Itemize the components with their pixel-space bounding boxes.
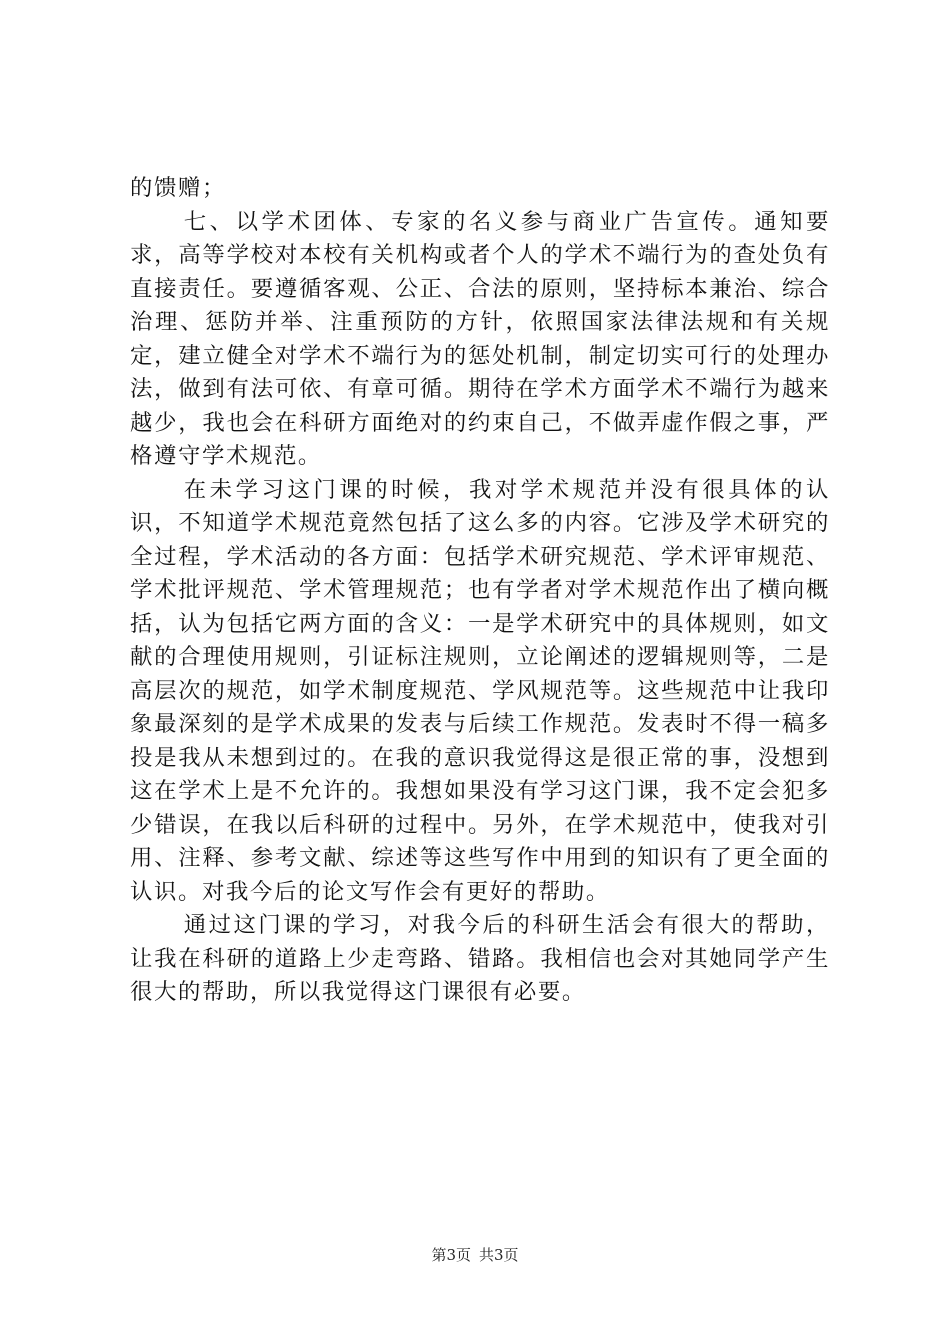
- paragraph-conclusion: 通过这门课的学习，对我今后的科研生活会有很大的帮助，让我在科研的道路上少走弯路、错路。我相信也会对其她同学产生很大的帮助，所以我觉得这门课很有必要。: [130, 912, 830, 1005]
- paragraph-continuation: 的馈赠；: [130, 175, 226, 201]
- page-number: 第3页: [431, 1246, 471, 1264]
- page-footer: [0, 1244, 950, 1265]
- paragraph-item-seven: 七、以学术团体、专家的名义参与商业广告宣传。通知要求，高等学校对本校有关机构或者个人的学术不端行为的查处负有直接责任。要遵循客观、公正、合法的原则，坚持标本兼治、综合治理、惩防并举、注重预防的方针，依照国家法律法规和有关规定，建立健全对学术不端行为的惩处机制，制定切实可行的处理办法，做到有法可依、有章可循。期待在学术方面学术不端行为越来越少，我也会在科研方面绝对的约束自己，不做弄虚作假之事，严格遵守学术规范。: [130, 208, 830, 469]
- paragraph-course-reflection: 在未学习这门课的时候，我对学术规范并没有很具体的认识，不知道学术规范竟然包括了这么多的内容。它涉及学术研究的全过程，学术活动的各方面：包括学术研究规范、学术评审规范、学术批评规范、学术管理规范；也有学者对学术规范作出了横向概括，认为包括它两方面的含义：一是学术研究中的具体规则，如文献的合理使用规则，引证标注规则，立论阐述的逻辑规则等，二是高层次的规范，如学术制度规范、学风规范等。这些规范中让我印象最深刻的是学术成果的发表与后续工作规范。发表时不得一稿多投是我从未想到过的。在我的意识我觉得这是很正常的事，没想到这在学术上是不允许的。我想如果没有学习这门课，我不定会犯多少错误，在我以后科研的过程中。另外，在学术规范中，使我对引用、注释、参考文献、综述等这些写作中用到的知识有了更全面的认识。对我今后的论文写作会有更好的帮助。: [130, 476, 830, 905]
- document-body: [130, 172, 830, 1010]
- page-total: 共3页: [479, 1246, 519, 1264]
